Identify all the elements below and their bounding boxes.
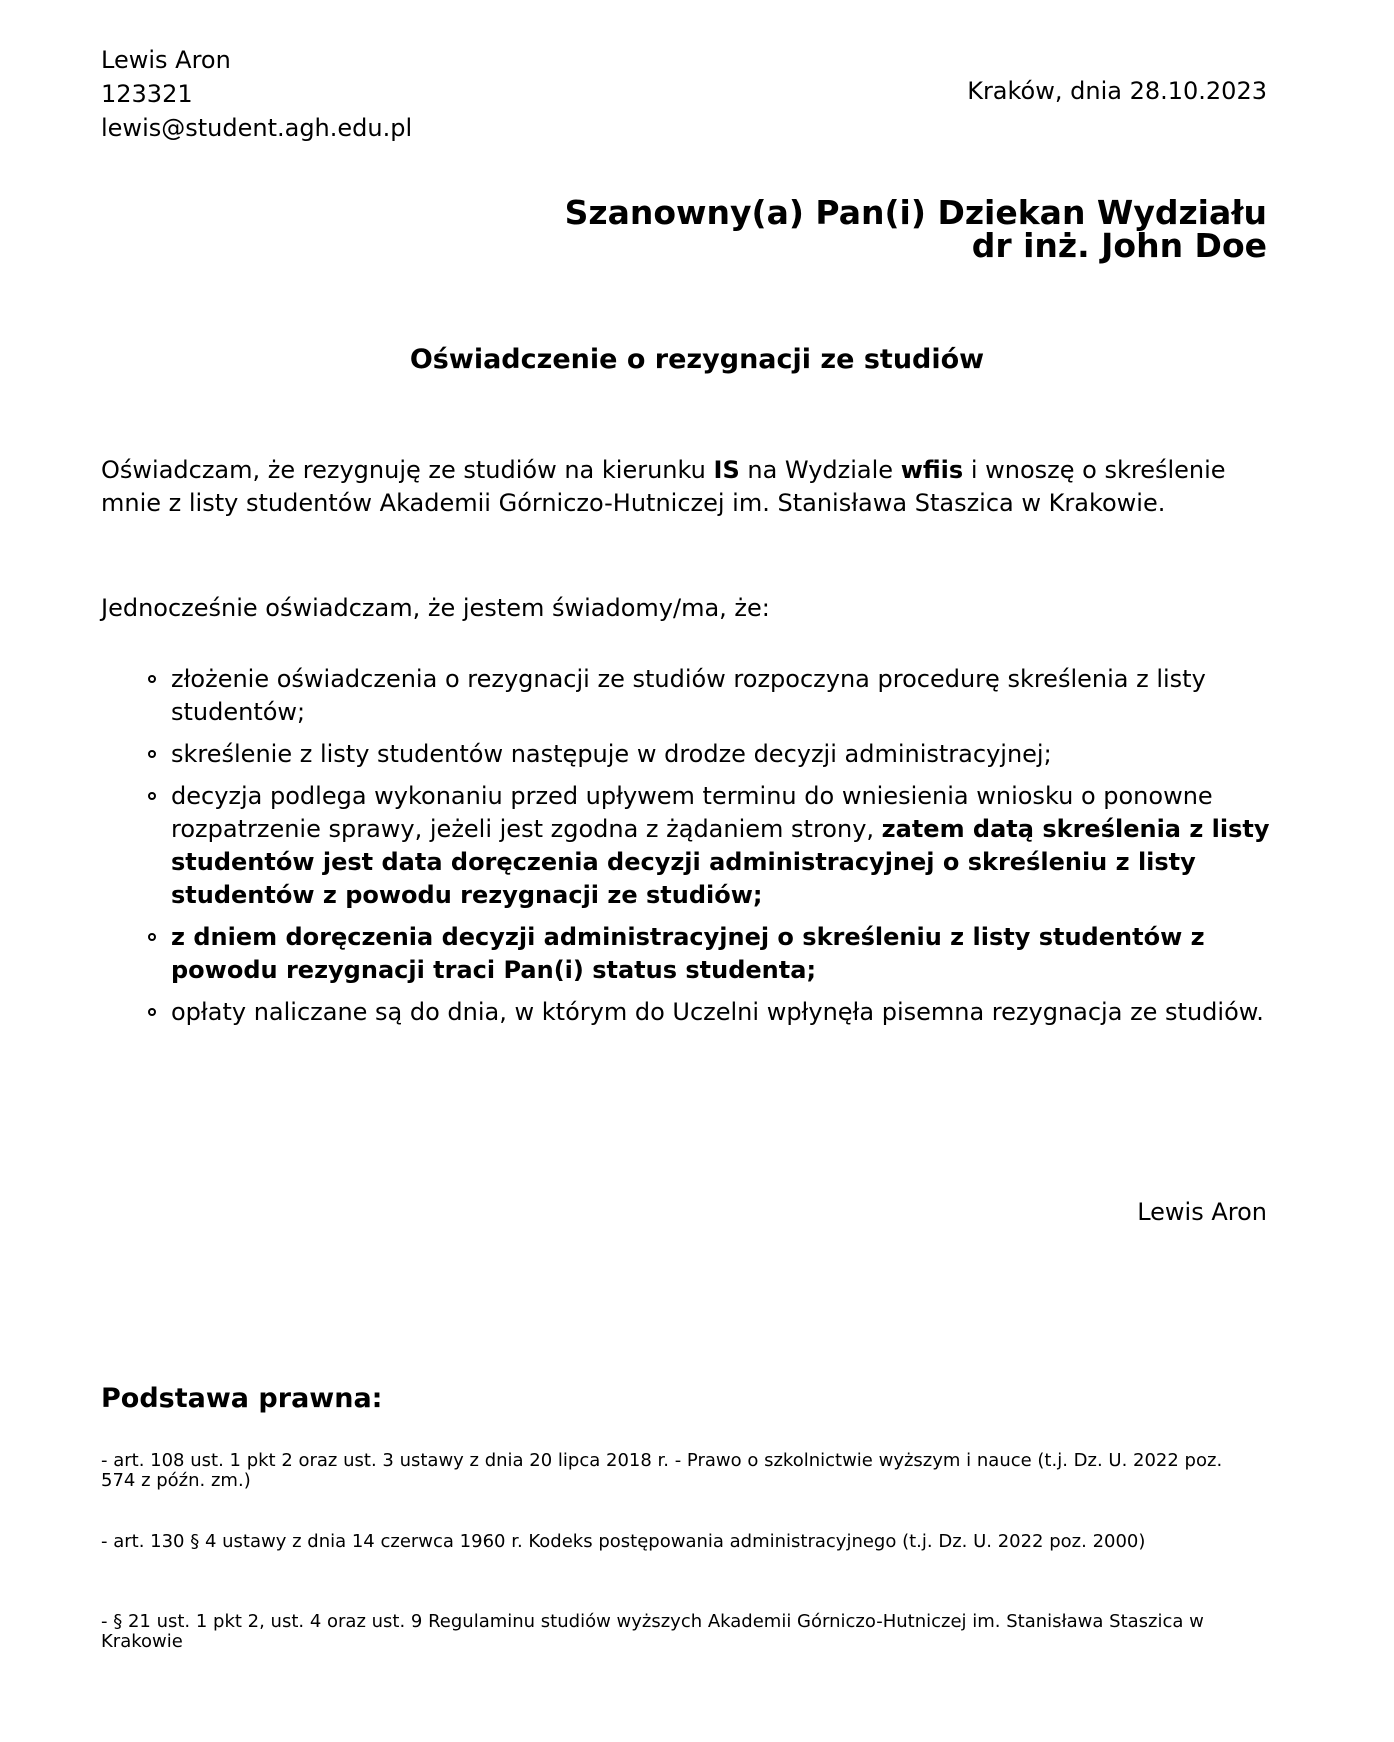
statement-faculty: wfiis <box>900 456 964 484</box>
list-item-bold-text: zatem datą skreślenia z listy studentów jest data doręczenia decyzji administracyjnej o skreśleniu z listy studentów z powodu rezygnacji ze studiów; <box>171 815 1270 909</box>
list-item <box>101 663 1281 729</box>
circle-bullet-icon <box>148 675 156 683</box>
addressee-line-1: Szanowny(a) Pan(i) Dziekan Wydziału <box>564 193 1267 232</box>
sender-email: lewis@student.agh.edu.pl <box>101 114 413 142</box>
legal-basis-item: - § 21 ust. 1 pkt 2, ust. 4 oraz ust. 9 Regulaminu studiów wyższych Akademii Górniczo-Hutniczej im. Stanisława Staszica w Krakowie <box>101 1611 1204 1652</box>
statement-paragraph <box>101 454 1281 520</box>
sender-block <box>101 43 412 145</box>
awareness-paragraph: Jednocześnie oświadczam, że jestem świadomy/ma, że: <box>101 594 770 622</box>
addressee-block <box>564 193 1267 265</box>
list-item-bold-text: z dniem doręczenia decyzji administracyjnej o skreśleniu z listy studentów z powodu rezygnacji traci Pan(i) status studenta; <box>171 923 1205 984</box>
list-item <box>101 996 1281 1029</box>
list-item <box>101 780 1281 912</box>
list-item-text: skreślenie z listy studentów następuje w drodze decyzji administracyjnej; <box>171 740 1052 768</box>
statement-text-3: i wnoszę o skreślenie mnie z listy studentów Akademii Górniczo-Hutniczej im. Stanisława Staszica w Krakowie. <box>101 456 1226 517</box>
circle-bullet-icon <box>148 1008 156 1016</box>
list-item <box>101 921 1281 987</box>
signature: Lewis Aron <box>1137 1198 1267 1226</box>
sender-student-id: 123321 <box>101 80 193 108</box>
addressee-line-2: dr inż. John Doe <box>971 226 1267 265</box>
list-item-text: decyzja podlega wykonaniu przed upływem terminu do wniesienia wniosku o ponowne rozpatrzenie sprawy, jeżeli jest zgodna z żądaniem strony, <box>171 782 1213 843</box>
legal-basis-item: - art. 108 ust. 1 pkt 2 oraz ust. 3 ustawy z dnia 20 lipca 2018 r. - Prawo o szkolnictwie wyższym i nauce (t.j. Dz. U. 2022 poz. 574 z późn. zm.) <box>101 1450 1223 1491</box>
legal-basis-heading: Podstawa prawna: <box>101 1383 383 1414</box>
legal-basis-item: - art. 130 § 4 ustawy z dnia 14 czerwca 1960 r. Kodeks postępowania administracyjnego (t.j. Dz. U. 2022 poz. 2000) <box>101 1531 1146 1552</box>
place-date: Kraków, dnia 28.10.2023 <box>967 77 1267 105</box>
document-title: Oświadczenie o rezygnacji ze studiów <box>409 344 985 375</box>
list-item <box>101 738 1281 771</box>
list-item-text: złożenie oświadczenia o rezygnacji ze studiów rozpoczyna procedurę skreślenia z listy studentów; <box>171 665 1206 726</box>
sender-name: Lewis Aron <box>101 46 231 74</box>
awareness-list <box>101 663 1281 1038</box>
circle-bullet-icon <box>148 750 156 758</box>
statement-major: IS <box>713 456 740 484</box>
statement-text-2: na Wydziale <box>739 456 901 484</box>
statement-text-1: Oświadczam, że rezygnuję ze studiów na kierunku <box>101 456 714 484</box>
circle-bullet-icon <box>148 933 156 941</box>
circle-bullet-icon <box>148 792 156 800</box>
list-item-text: opłaty naliczane są do dnia, w którym do Uczelni wpłynęła pisemna rezygnacja ze studiów. <box>171 998 1264 1026</box>
